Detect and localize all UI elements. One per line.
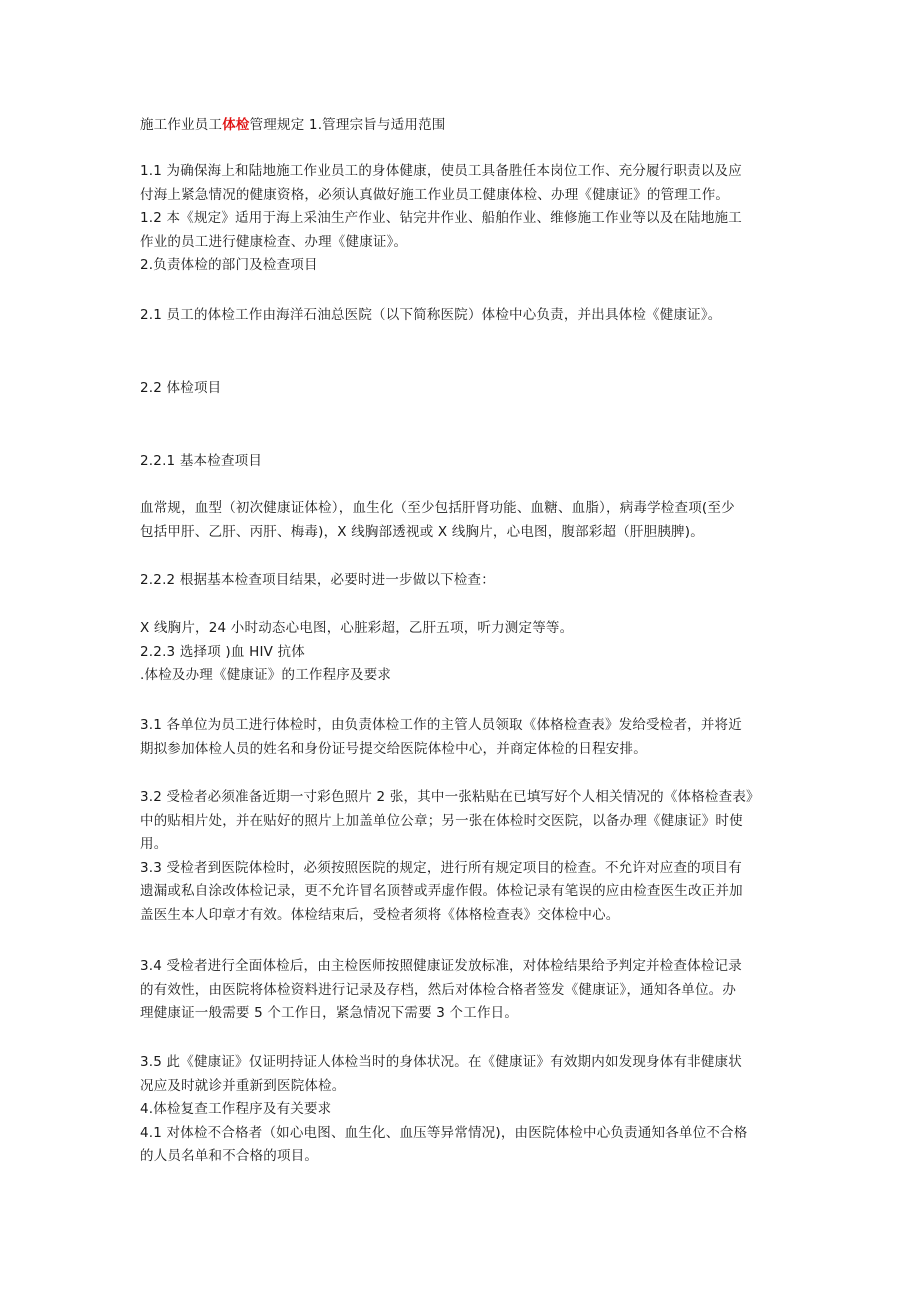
text-line: 1.2 本《规定》适用于海上采油生产作业、钻完井作业、船舶作业、维修施工作业等以及在陆地施工 [140, 210, 742, 226]
title-highlight: 体检 [222, 117, 250, 133]
text-line: 4.1 对体检不合格者（如心电图、血生化、血压等异常情况)，由医院体检中心负责通知各单位不合格 [140, 1124, 748, 1141]
text-line: 3.3 受检者到医院体检时，必须按照医院的规定，进行所有规定项目的检查。不允许对应查的项目有 [140, 859, 742, 876]
paragraph-4 [140, 450, 790, 474]
title-suffix: 管理规定 1.管理宗旨与适用范围 [249, 117, 446, 133]
document-title [140, 114, 790, 138]
text-line: 盖医生本人印章才有效。体检结束后，受检者须将《体格检查表》交体检中心。 [140, 906, 620, 923]
text-line: 1.1 为确保海上和陆地施工作业员工的身体健康，使员工具备胜任本岗位工作、充分履行职责以及应 [140, 163, 742, 179]
text-line: 包括甲肝、乙肝、丙肝、梅毒)，X 线胸部透视或 X 线胸片，心电图，腹部彩超（肝胆胰脾)。 [140, 523, 704, 540]
paragraph-7 [140, 617, 790, 688]
paragraph-11 [140, 1051, 790, 1169]
text-line: 2.2 体检项目 [140, 380, 222, 396]
text-line: 3.4 受检者进行全面体检后，由主检医师按照健康证发放标准，对体检结果给予判定并检查体检记录 [140, 958, 742, 974]
text-line: 3.5 此《健康证》仅证明持证人体检当时的身体状况。在《健康证》有效期内如发现身体有非健康状 [140, 1054, 742, 1070]
text-line: 的人员名单和不合格的项目。 [140, 1148, 319, 1164]
text-line: 付海上紧急情况的健康资格，必须认真做好施工作业员工健康体检、办理《健康证》的管理工作。 [140, 186, 730, 203]
text-line: 2.2.3 选择项 )血 HIV 抗体 [140, 643, 305, 660]
paragraph-6 [140, 569, 790, 593]
text-line: 2.负责体检的部门及检查项目 [140, 257, 318, 273]
text-line: 3.2 受检者必须准备近期一寸彩色照片 2 张，其中一张粘贴在已填写好个人相关情况的《体格检查表》 [140, 789, 760, 805]
text-line: 作业的员工进行健康检查、办理《健康证》。 [140, 233, 408, 250]
text-line: 期拟参加体检人员的姓名和身份证号提交给医院体检中心，并商定体检的日程安排。 [140, 740, 647, 757]
text-line: 理健康证一般需要 5 个工作日，紧急情况下需要 3 个工作日。 [140, 1005, 519, 1021]
text-line: 2.2.1 基本检查项目 [140, 453, 263, 469]
text-line: 血常规，血型（初次健康证体检），血生化（至少包括肝肾功能、血糖、血脂），病毒学检查项(至少 [140, 500, 735, 516]
title-prefix: 施工作业员工 [140, 117, 223, 133]
paragraph-3 [140, 377, 790, 401]
paragraph-8 [140, 714, 790, 761]
text-line: 中的贴相片处，并在贴好的照片上加盖单位公章；另一张在体检时交医院，以备办理《健康证》时使 [140, 812, 743, 829]
text-line: 况应及时就诊并重新到医院体检。 [140, 1077, 346, 1094]
text-line: 4.体检复查工作程序及有关要求 [140, 1101, 332, 1117]
paragraph-2 [140, 304, 790, 328]
text-line: .体检及办理《健康证》的工作程序及要求 [140, 667, 392, 683]
text-line: 的有效性，由医院将体检资料进行记录及存档，然后对体检合格者签发《健康证》，通知各单位。办 [140, 981, 737, 998]
text-line: X 线胸片，24 小时动态心电图，心脏彩超，乙肝五项，听力测定等等。 [140, 620, 574, 636]
paragraph-1 [140, 160, 790, 278]
paragraph-10 [140, 955, 790, 1026]
paragraph-9 [140, 786, 790, 927]
text-line: 2.1 员工的体检工作由海洋石油总医院（以下简称医院）体检中心负责，并出具体检《健康证》。 [140, 307, 722, 323]
text-line: 遗漏或私自涂改体检记录，更不允许冒名顶替或弄虚作假。体检记录有笔误的应由检查医生改正并加 [140, 883, 743, 899]
paragraph-5 [140, 497, 790, 544]
text-line: 3.1 各单位为员工进行体检时，由负责体检工作的主管人员领取《体格检查表》发给受检者，并将近 [140, 717, 742, 733]
text-line: 用。 [140, 836, 168, 852]
text-line: 2.2.2 根据基本检查项目结果，必要时进一步做以下检查： [140, 572, 495, 588]
